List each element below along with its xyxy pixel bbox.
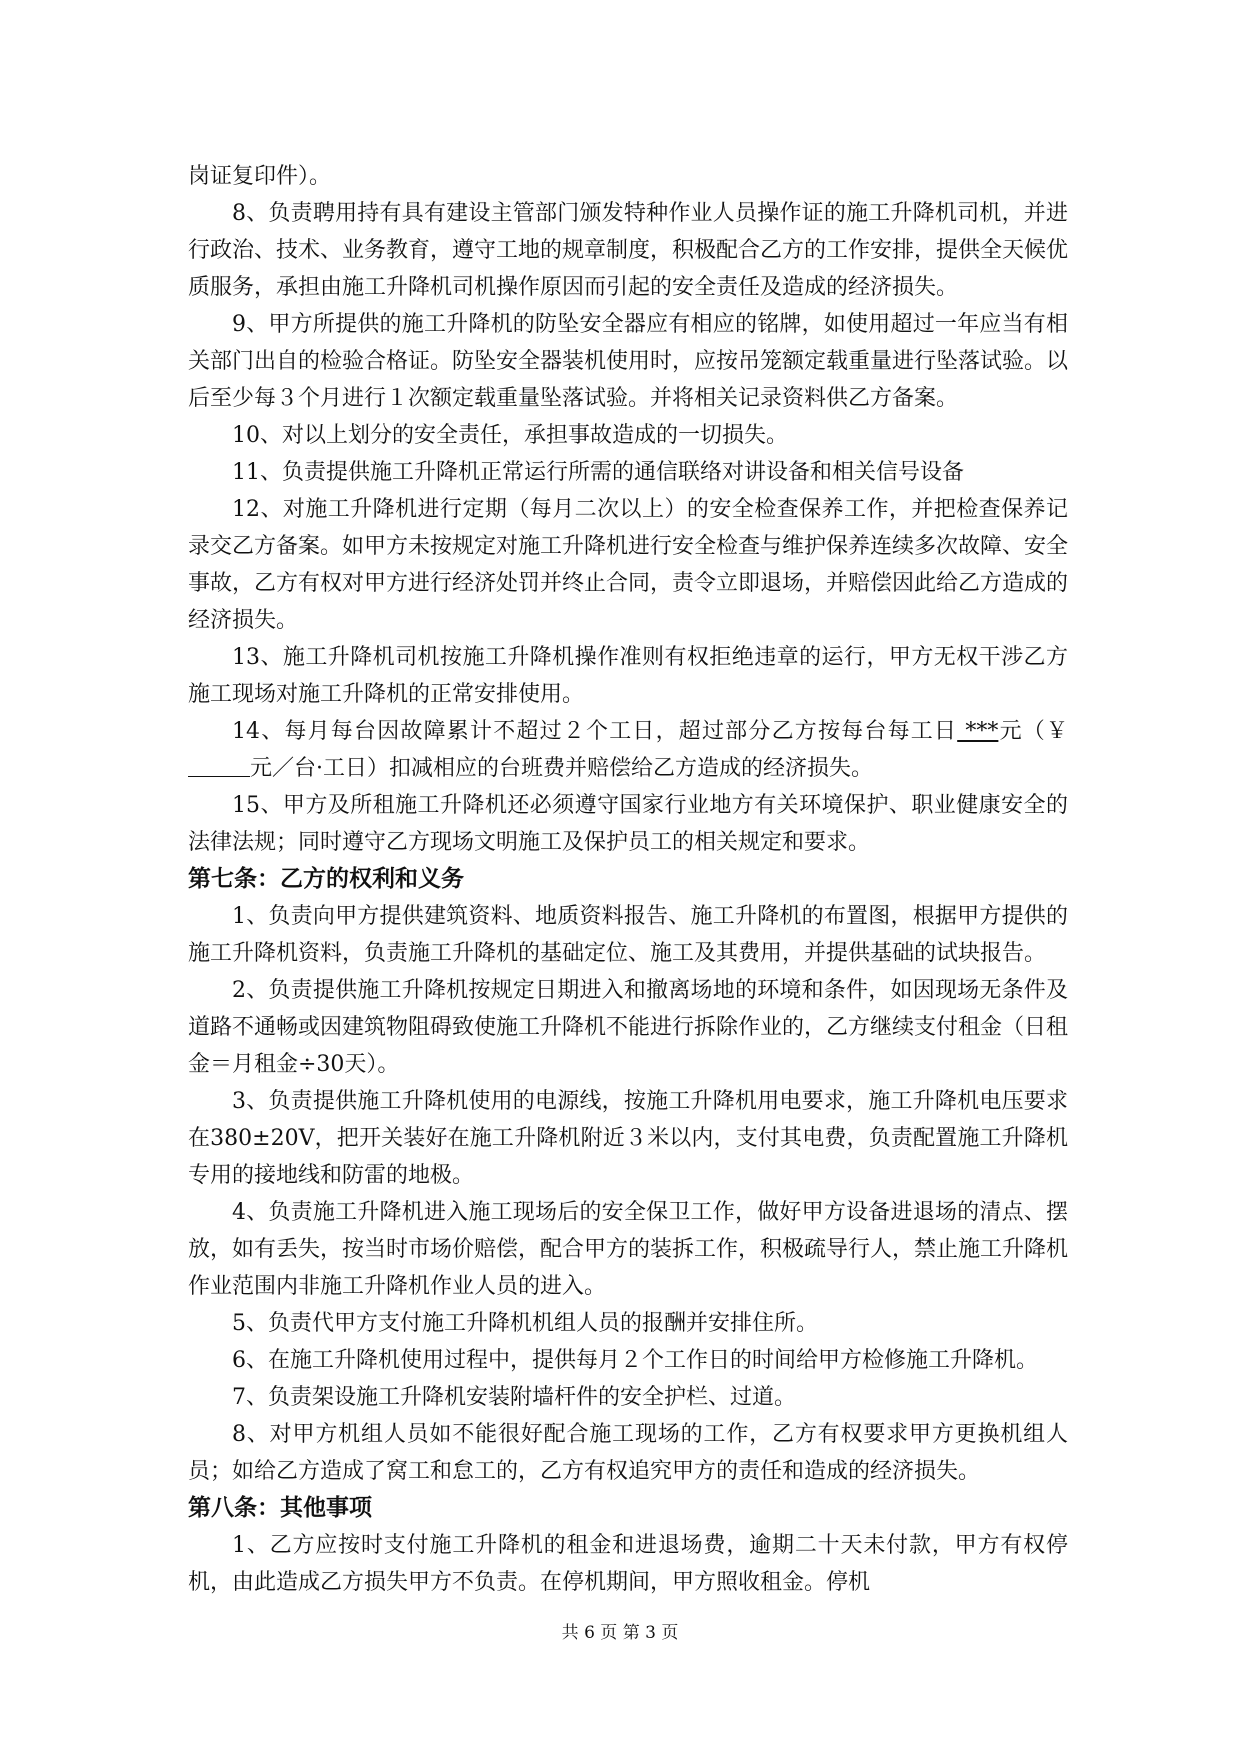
- paragraph-item-11: 11、负责提供施工升降机正常运行所需的通信联络对讲设备和相关信号设备: [232, 460, 964, 485]
- article-7-item-6: 6、在施工升降机使用过程中，提供每月２个工作日的时间给甲方检修施工升降机。: [232, 1348, 1038, 1373]
- article-7-item-2: 2、负责提供施工升降机按规定日期进入和撤离场地的环境和条件，如因现场无条件及道路不通畅或因建筑物阻碍致使施工升降机不能进行拆除作业的，乙方继续支付租金（日租金＝月租金÷30天）。: [188, 978, 1069, 1077]
- page-number-footer: 共 6 页 第 3 页: [561, 1623, 679, 1643]
- paragraph-continuation: 岗证复印件）。: [188, 164, 332, 189]
- article-7-item-4: 4、负责施工升降机进入施工现场后的安全保卫工作，做好甲方设备进退场的清点、摆放，如有丢失，按当时市场价赔偿，配合甲方的装拆工作，积极疏导行人，禁止施工升降机作业范围内非施工升降机作业人员的进入。: [188, 1200, 1069, 1299]
- paragraph-item-10: 10、对以上划分的安全责任，承担事故造成的一切损失。: [232, 423, 788, 448]
- article-7-item-3: 3、负责提供施工升降机使用的电源线，按施工升降机用电要求，施工升降机电压要求在380±20V，把开关装好在施工升降机附近３米以内，支付其电费，负责配置施工升降机专用的接地线和防雷的地极。: [188, 1089, 1068, 1188]
- paragraph-item-14-text-b: 元（￥: [998, 719, 1068, 744]
- document-body: [188, 158, 1068, 1601]
- fill-in-blank: [188, 756, 250, 777]
- article-7-item-7: 7、负责架设施工升降机安装附墙杆件的安全护栏、过道。: [232, 1385, 796, 1410]
- paragraph-item-14-text-a: 14、每月每台因故障累计不超过２个工日，超过部分乙方按每台每工日: [232, 719, 958, 744]
- paragraph-item-14: [188, 713, 1068, 787]
- fill-in-amount: ***: [957, 719, 999, 744]
- paragraph-item-8: 8、负责聘用持有具有建设主管部门颁发特种作业人员操作证的施工升降机司机，并进行政治、技术、业务教育，遵守工地的规章制度，积极配合乙方的工作安排，提供全天候优质服务，承担由施工升降机司机操作原因而引起的安全责任及造成的经济损失。: [188, 201, 1069, 300]
- article-7-item-5: 5、负责代甲方支付施工升降机机组人员的报酬并安排住所。: [232, 1311, 818, 1336]
- section-heading-article-7: 第七条：乙方的权利和义务: [188, 866, 464, 892]
- section-heading-article-8: 第八条：其他事项: [188, 1495, 372, 1521]
- paragraph-item-9: 9、甲方所提供的施工升降机的防坠安全器应有相应的铭牌，如使用超过一年应当有相关部门出自的检验合格证。防坠安全器装机使用时，应按吊笼额定载重量进行坠落试验。以后至少每３个月进行１次额定载重量坠落试验。并将相关记录资料供乙方备案。: [188, 312, 1069, 411]
- paragraph-item-14-text-c: 元／台·工日）扣减相应的台班费并赔偿给乙方造成的经济损失。: [250, 756, 873, 781]
- article-8-item-1: 1、乙方应按时支付施工升降机的租金和进退场费，逾期二十天未付款，甲方有权停机，由此造成乙方损失甲方不负责。在停机期间，甲方照收租金。停机: [188, 1533, 1068, 1595]
- article-7-item-1: 1、负责向甲方提供建筑资料、地质资料报告、施工升降机的布置图，根据甲方提供的施工升降机资料，负责施工升降机的基础定位、施工及其费用，并提供基础的试块报告。: [188, 904, 1068, 966]
- paragraph-item-12: 12、对施工升降机进行定期（每月二次以上）的安全检查保养工作，并把检查保养记录交乙方备案。如甲方未按规定对施工升降机进行安全检查与维护保养连续多次故障、安全事故，乙方有权对甲方进行经济处罚并终止合同，责令立即退场，并赔偿因此给乙方造成的经济损失。: [188, 497, 1069, 633]
- paragraph-item-13: 13、施工升降机司机按施工升降机操作准则有权拒绝违章的运行，甲方无权干涉乙方施工现场对施工升降机的正常安排使用。: [188, 645, 1068, 707]
- article-7-item-8: 8、对甲方机组人员如不能很好配合施工现场的工作，乙方有权要求甲方更换机组人员；如给乙方造成了窝工和怠工的，乙方有权追究甲方的责任和造成的经济损失。: [188, 1422, 1068, 1484]
- paragraph-item-15: 15、甲方及所租施工升降机还必须遵守国家行业地方有关环境保护、职业健康安全的法律法规；同时遵守乙方现场文明施工及保护员工的相关规定和要求。: [188, 793, 1068, 855]
